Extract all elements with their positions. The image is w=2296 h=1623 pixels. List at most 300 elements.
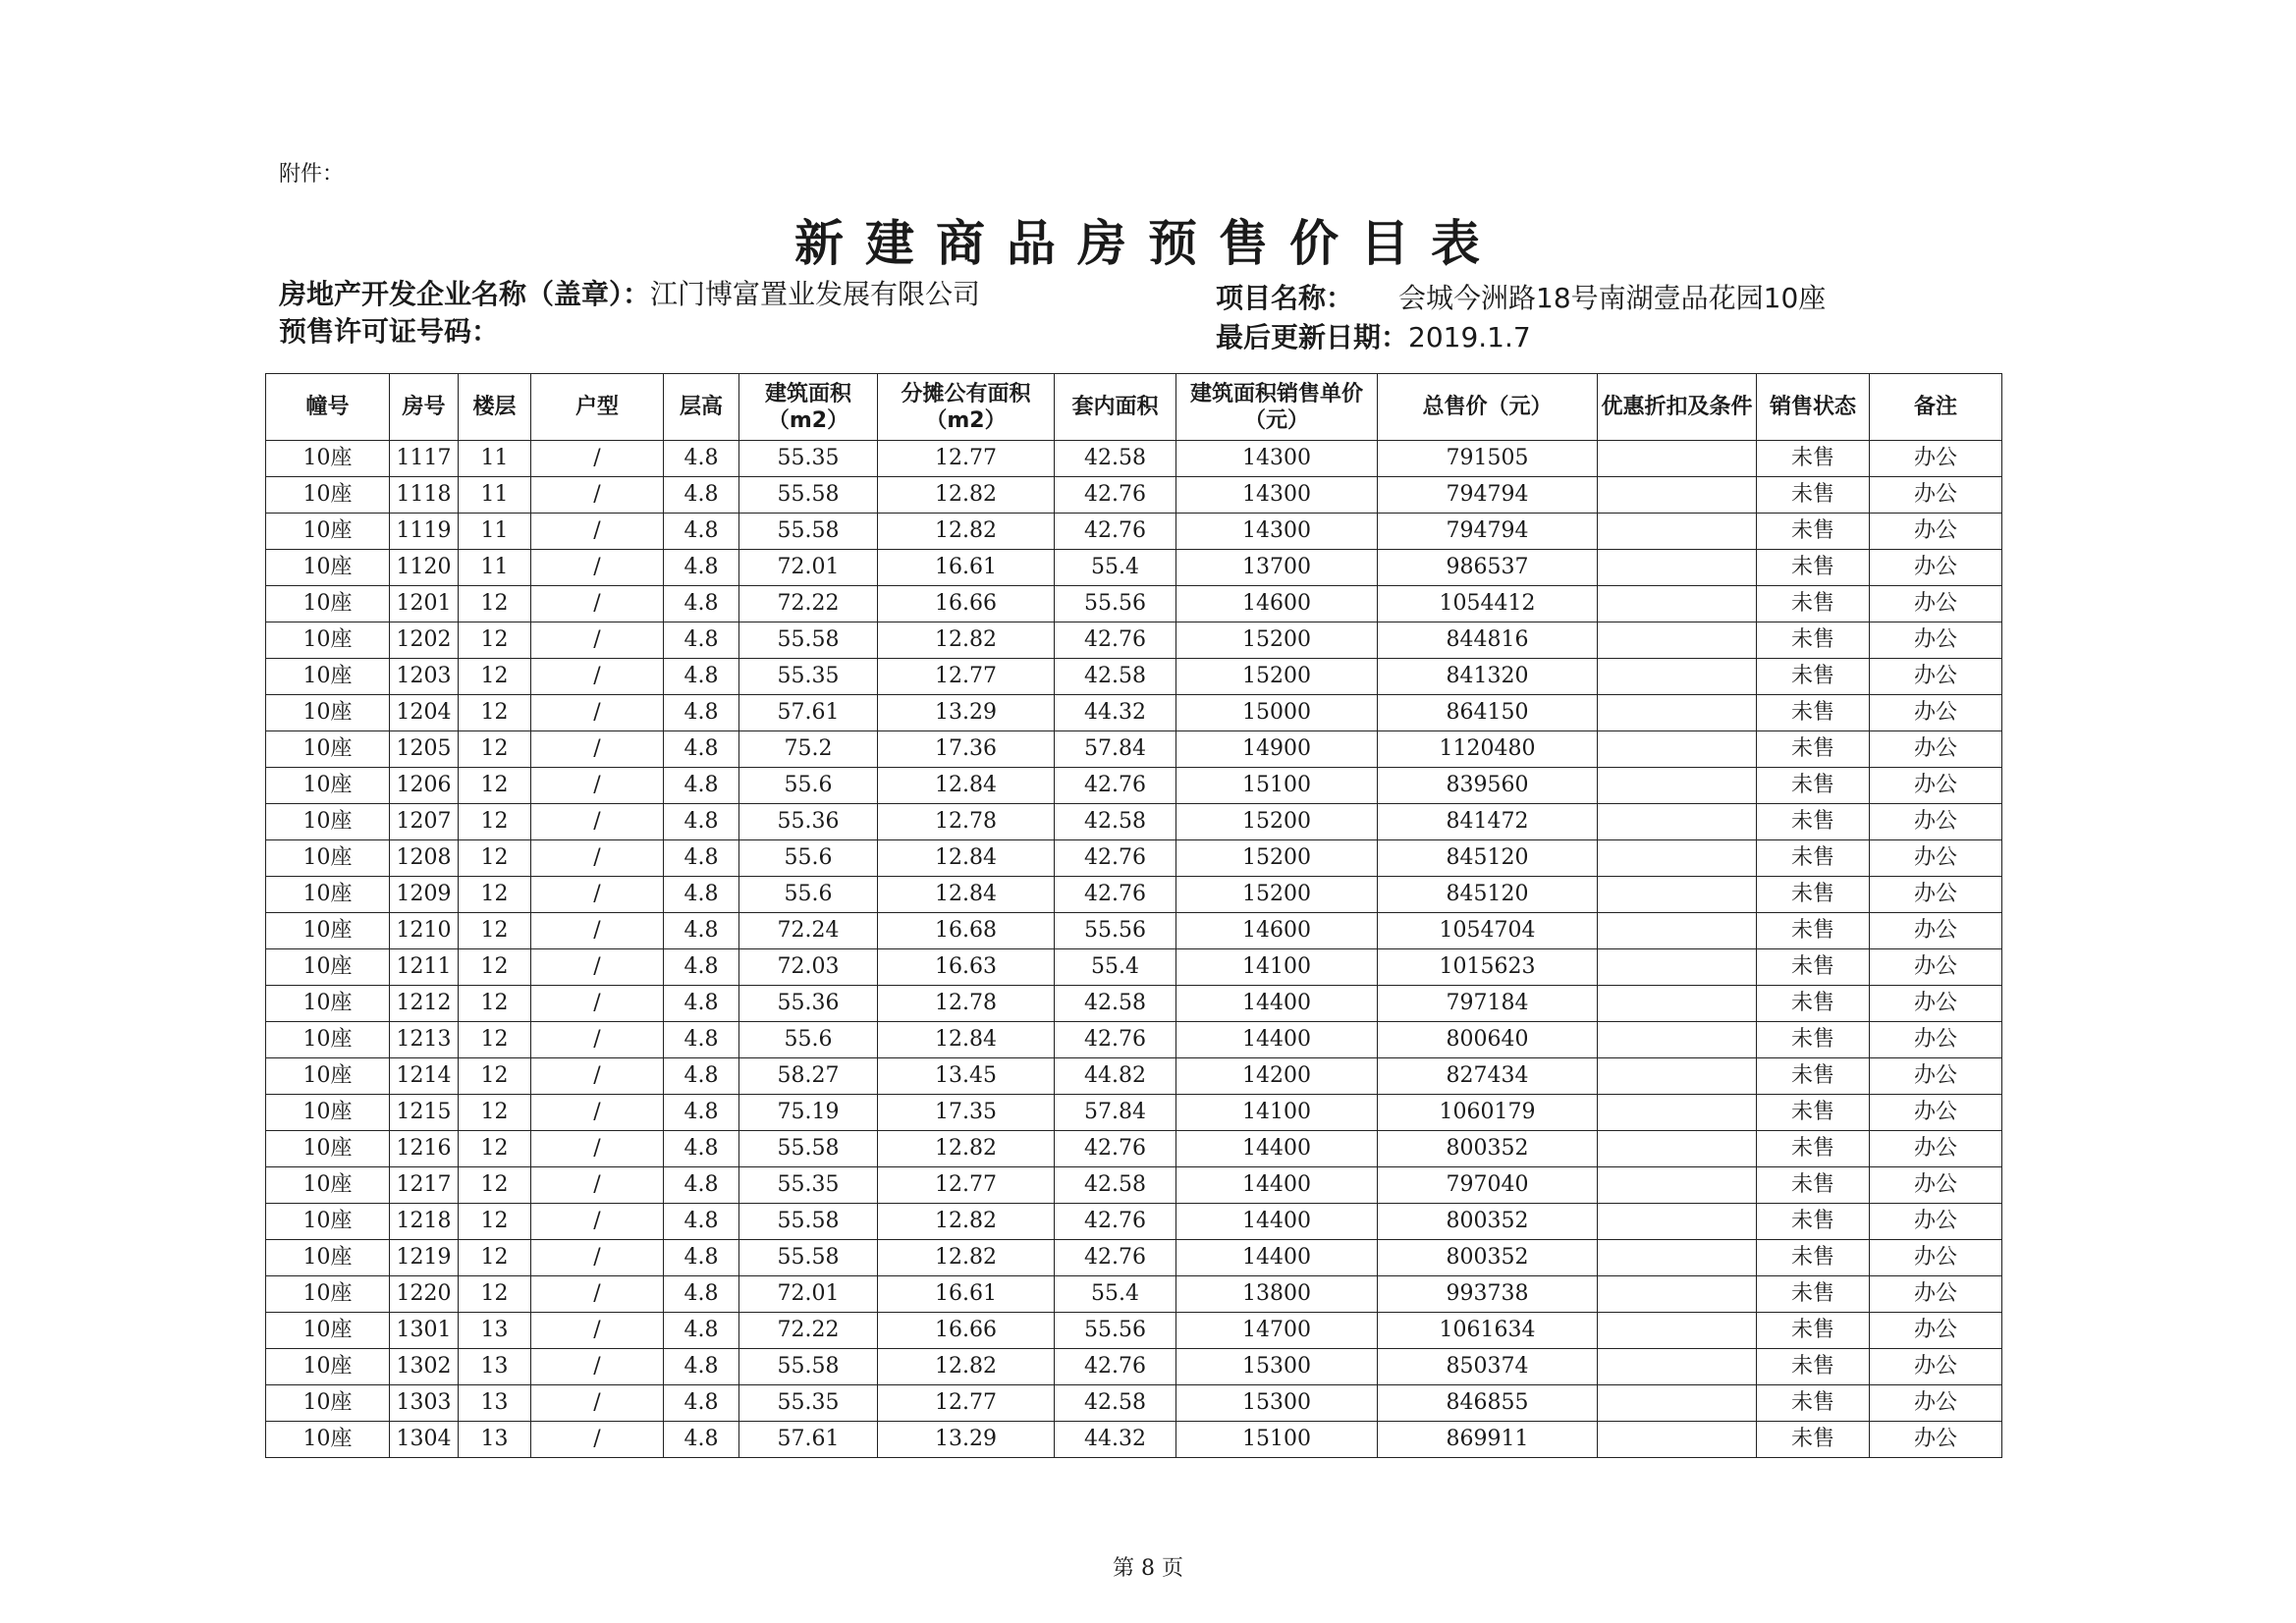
cell-discount	[1598, 1276, 1757, 1313]
project-label: 项目名称：	[1216, 282, 1354, 314]
cell-room: 1206	[390, 768, 459, 804]
cell-remarks: 办公	[1870, 441, 2002, 477]
table-row	[266, 913, 2002, 949]
table-row	[266, 1422, 2002, 1458]
cell-remarks: 办公	[1870, 840, 2002, 877]
page-number: 第 8 页	[1113, 1556, 1183, 1581]
cell-shared-area: 12.77	[878, 1167, 1055, 1204]
cell-building: 10座	[266, 659, 390, 695]
cell-building: 10座	[266, 804, 390, 840]
cell-floor-height: 4.8	[664, 1240, 739, 1276]
cell-unit-type: /	[531, 986, 664, 1022]
cell-unit-price: 14600	[1176, 586, 1378, 622]
table-row	[266, 1131, 2002, 1167]
col-header-discount: 优惠折扣及条件	[1598, 374, 1757, 441]
col-header-building: 幢号	[266, 374, 390, 441]
cell-total-price: 794794	[1378, 514, 1598, 550]
cell-floor: 13	[459, 1385, 531, 1422]
cell-remarks: 办公	[1870, 986, 2002, 1022]
cell-total-price: 850374	[1378, 1349, 1598, 1385]
cell-shared-area: 12.84	[878, 840, 1055, 877]
cell-building-area: 75.2	[739, 731, 878, 768]
cell-building: 10座	[266, 1313, 390, 1349]
cell-floor: 12	[459, 586, 531, 622]
col-header-floor: 楼层	[459, 374, 531, 441]
cell-inner-area: 42.58	[1055, 1167, 1176, 1204]
cell-floor-height: 4.8	[664, 477, 739, 514]
cell-shared-area: 12.84	[878, 1022, 1055, 1058]
cell-discount	[1598, 877, 1757, 913]
cell-room: 1304	[390, 1422, 459, 1458]
project-line	[1216, 277, 1826, 316]
cell-total-price: 845120	[1378, 877, 1598, 913]
table-row	[266, 1167, 2002, 1204]
cell-floor: 12	[459, 840, 531, 877]
cell-floor: 12	[459, 877, 531, 913]
cell-shared-area: 12.82	[878, 1204, 1055, 1240]
cell-total-price: 1054704	[1378, 913, 1598, 949]
cell-room: 1118	[390, 477, 459, 514]
cell-floor: 12	[459, 1131, 531, 1167]
cell-building-area: 72.03	[739, 949, 878, 986]
cell-floor-height: 4.8	[664, 1385, 739, 1422]
cell-unit-type: /	[531, 1313, 664, 1349]
cell-discount	[1598, 514, 1757, 550]
cell-shared-area: 12.84	[878, 877, 1055, 913]
cell-unit-type: /	[531, 1058, 664, 1095]
cell-discount	[1598, 659, 1757, 695]
cell-remarks: 办公	[1870, 659, 2002, 695]
cell-unit-price: 13700	[1176, 550, 1378, 586]
cell-floor: 12	[459, 913, 531, 949]
cell-sale-status: 未售	[1757, 1131, 1870, 1167]
cell-building-area: 55.36	[739, 986, 878, 1022]
cell-remarks: 办公	[1870, 1240, 2002, 1276]
cell-room: 1210	[390, 913, 459, 949]
table-row	[266, 731, 2002, 768]
cell-floor-height: 4.8	[664, 514, 739, 550]
cell-total-price: 846855	[1378, 1385, 1598, 1422]
cell-floor: 12	[459, 1022, 531, 1058]
cell-remarks: 办公	[1870, 804, 2002, 840]
cell-building: 10座	[266, 913, 390, 949]
cell-unit-price: 15200	[1176, 622, 1378, 659]
cell-building: 10座	[266, 986, 390, 1022]
cell-total-price: 864150	[1378, 695, 1598, 731]
cell-floor-height: 4.8	[664, 1058, 739, 1095]
cell-sale-status: 未售	[1757, 1422, 1870, 1458]
cell-inner-area: 55.56	[1055, 913, 1176, 949]
cell-unit-type: /	[531, 731, 664, 768]
cell-room: 1220	[390, 1276, 459, 1313]
cell-floor: 11	[459, 514, 531, 550]
cell-sale-status: 未售	[1757, 1022, 1870, 1058]
cell-unit-price: 14400	[1176, 1204, 1378, 1240]
cell-total-price: 827434	[1378, 1058, 1598, 1095]
table-row	[266, 1240, 2002, 1276]
cell-remarks: 办公	[1870, 586, 2002, 622]
cell-unit-type: /	[531, 1167, 664, 1204]
cell-building: 10座	[266, 1276, 390, 1313]
cell-shared-area: 12.84	[878, 768, 1055, 804]
cell-building: 10座	[266, 1095, 390, 1131]
cell-inner-area: 42.58	[1055, 659, 1176, 695]
cell-floor-height: 4.8	[664, 441, 739, 477]
cell-total-price: 1060179	[1378, 1095, 1598, 1131]
cell-building: 10座	[266, 877, 390, 913]
cell-unit-price: 15100	[1176, 768, 1378, 804]
cell-room: 1302	[390, 1349, 459, 1385]
cell-building: 10座	[266, 840, 390, 877]
cell-shared-area: 12.82	[878, 477, 1055, 514]
cell-shared-area: 16.61	[878, 550, 1055, 586]
cell-floor: 12	[459, 1204, 531, 1240]
cell-building-area: 55.58	[739, 1349, 878, 1385]
cell-unit-price: 14400	[1176, 1022, 1378, 1058]
cell-room: 1119	[390, 514, 459, 550]
cell-shared-area: 12.82	[878, 622, 1055, 659]
cell-shared-area: 12.77	[878, 441, 1055, 477]
cell-room: 1201	[390, 586, 459, 622]
cell-total-price: 1061634	[1378, 1313, 1598, 1349]
cell-floor: 13	[459, 1313, 531, 1349]
cell-room: 1211	[390, 949, 459, 986]
project-name: 会城今洲路18号南湖壹品花园10座	[1398, 282, 1827, 314]
cell-unit-price: 14400	[1176, 1240, 1378, 1276]
cell-unit-price: 15300	[1176, 1349, 1378, 1385]
cell-room: 1215	[390, 1095, 459, 1131]
cell-sale-status: 未售	[1757, 1276, 1870, 1313]
cell-inner-area: 42.76	[1055, 1131, 1176, 1167]
cell-total-price: 794794	[1378, 477, 1598, 514]
cell-discount	[1598, 1022, 1757, 1058]
cell-building-area: 55.58	[739, 1240, 878, 1276]
cell-inner-area: 55.4	[1055, 949, 1176, 986]
cell-building: 10座	[266, 550, 390, 586]
table-row	[266, 659, 2002, 695]
cell-total-price: 1054412	[1378, 586, 1598, 622]
cell-unit-type: /	[531, 695, 664, 731]
cell-building-area: 72.22	[739, 1313, 878, 1349]
cell-shared-area: 16.61	[878, 1276, 1055, 1313]
cell-building-area: 55.6	[739, 1022, 878, 1058]
cell-remarks: 办公	[1870, 1313, 2002, 1349]
cell-sale-status: 未售	[1757, 659, 1870, 695]
cell-total-price: 844816	[1378, 622, 1598, 659]
cell-total-price: 800352	[1378, 1240, 1598, 1276]
cell-total-price: 845120	[1378, 840, 1598, 877]
cell-remarks: 办公	[1870, 1204, 2002, 1240]
cell-discount	[1598, 1240, 1757, 1276]
cell-discount	[1598, 768, 1757, 804]
cell-building: 10座	[266, 514, 390, 550]
updated-label: 最后更新日期：	[1216, 321, 1409, 353]
cell-remarks: 办公	[1870, 695, 2002, 731]
cell-building-area: 55.58	[739, 622, 878, 659]
cell-unit-price: 15200	[1176, 877, 1378, 913]
cell-floor-height: 4.8	[664, 949, 739, 986]
cell-shared-area: 12.77	[878, 1385, 1055, 1422]
cell-building-area: 55.58	[739, 1204, 878, 1240]
table-row	[266, 804, 2002, 840]
cell-floor: 12	[459, 1276, 531, 1313]
cell-room: 1202	[390, 622, 459, 659]
cell-building: 10座	[266, 1167, 390, 1204]
cell-inner-area: 42.76	[1055, 877, 1176, 913]
cell-unit-type: /	[531, 1204, 664, 1240]
cell-floor-height: 4.8	[664, 913, 739, 949]
cell-sale-status: 未售	[1757, 913, 1870, 949]
cell-inner-area: 42.76	[1055, 514, 1176, 550]
cell-discount	[1598, 1385, 1757, 1422]
cell-floor: 12	[459, 1058, 531, 1095]
col-header-remarks: 备注	[1870, 374, 2002, 441]
cell-remarks: 办公	[1870, 1167, 2002, 1204]
cell-shared-area: 12.78	[878, 804, 1055, 840]
cell-inner-area: 44.82	[1055, 1058, 1176, 1095]
cell-total-price: 986537	[1378, 550, 1598, 586]
cell-unit-price: 14400	[1176, 1131, 1378, 1167]
cell-inner-area: 42.58	[1055, 986, 1176, 1022]
cell-discount	[1598, 1167, 1757, 1204]
cell-sale-status: 未售	[1757, 1349, 1870, 1385]
cell-building-area: 55.58	[739, 477, 878, 514]
col-header-shared-area: 分摊公有面积（m2）	[878, 374, 1055, 441]
cell-unit-price: 14100	[1176, 1095, 1378, 1131]
cell-remarks: 办公	[1870, 622, 2002, 659]
col-header-total-price: 总售价（元）	[1378, 374, 1598, 441]
cell-remarks: 办公	[1870, 550, 2002, 586]
cell-building-area: 55.35	[739, 1167, 878, 1204]
cell-floor-height: 4.8	[664, 1167, 739, 1204]
cell-discount	[1598, 1058, 1757, 1095]
cell-sale-status: 未售	[1757, 695, 1870, 731]
cell-room: 1212	[390, 986, 459, 1022]
cell-shared-area: 12.82	[878, 514, 1055, 550]
cell-floor: 11	[459, 550, 531, 586]
cell-total-price: 869911	[1378, 1422, 1598, 1458]
col-header-unit-price: 建筑面积销售单价（元）	[1176, 374, 1378, 441]
cell-sale-status: 未售	[1757, 731, 1870, 768]
cell-building-area: 55.35	[739, 1385, 878, 1422]
table-row	[266, 550, 2002, 586]
cell-unit-price: 14300	[1176, 514, 1378, 550]
cell-building: 10座	[266, 1422, 390, 1458]
cell-floor-height: 4.8	[664, 622, 739, 659]
cell-discount	[1598, 550, 1757, 586]
cell-remarks: 办公	[1870, 913, 2002, 949]
cell-unit-price: 15000	[1176, 695, 1378, 731]
cell-discount	[1598, 913, 1757, 949]
cell-inner-area: 42.76	[1055, 1240, 1176, 1276]
cell-inner-area: 42.76	[1055, 1349, 1176, 1385]
cell-floor: 12	[459, 622, 531, 659]
table-row	[266, 1022, 2002, 1058]
cell-floor: 12	[459, 949, 531, 986]
cell-remarks: 办公	[1870, 1095, 2002, 1131]
cell-unit-price: 14900	[1176, 731, 1378, 768]
cell-inner-area: 42.76	[1055, 840, 1176, 877]
cell-unit-price: 14700	[1176, 1313, 1378, 1349]
price-table	[265, 373, 2002, 1458]
cell-discount	[1598, 986, 1757, 1022]
cell-unit-type: /	[531, 441, 664, 477]
cell-building-area: 55.6	[739, 840, 878, 877]
cell-shared-area: 12.82	[878, 1240, 1055, 1276]
cell-unit-type: /	[531, 768, 664, 804]
cell-total-price: 800352	[1378, 1204, 1598, 1240]
cell-shared-area: 13.29	[878, 695, 1055, 731]
cell-room: 1208	[390, 840, 459, 877]
cell-room: 1218	[390, 1204, 459, 1240]
cell-sale-status: 未售	[1757, 477, 1870, 514]
col-header-inner-area: 套内面积	[1055, 374, 1176, 441]
cell-remarks: 办公	[1870, 949, 2002, 986]
cell-discount	[1598, 622, 1757, 659]
cell-floor-height: 4.8	[664, 986, 739, 1022]
table-row	[266, 441, 2002, 477]
cell-unit-price: 15200	[1176, 840, 1378, 877]
cell-unit-type: /	[531, 477, 664, 514]
cell-discount	[1598, 1095, 1757, 1131]
cell-room: 1209	[390, 877, 459, 913]
col-header-building-area: 建筑面积（m2）	[739, 374, 878, 441]
cell-floor: 12	[459, 731, 531, 768]
table-row	[266, 1349, 2002, 1385]
cell-remarks: 办公	[1870, 1422, 2002, 1458]
table-row	[266, 949, 2002, 986]
col-header-room: 房号	[390, 374, 459, 441]
cell-unit-price: 14400	[1176, 1167, 1378, 1204]
cell-total-price: 791505	[1378, 441, 1598, 477]
cell-sale-status: 未售	[1757, 1385, 1870, 1422]
cell-floor-height: 4.8	[664, 804, 739, 840]
cell-floor-height: 4.8	[664, 877, 739, 913]
cell-unit-price: 14300	[1176, 441, 1378, 477]
cell-unit-type: /	[531, 804, 664, 840]
cell-floor: 13	[459, 1349, 531, 1385]
developer-name: 江门博富置业发展有限公司	[650, 278, 981, 310]
cell-building: 10座	[266, 1240, 390, 1276]
table-header-row	[266, 374, 2002, 441]
cell-unit-type: /	[531, 1131, 664, 1167]
cell-shared-area: 16.66	[878, 1313, 1055, 1349]
developer-line	[279, 273, 980, 312]
cell-discount	[1598, 1422, 1757, 1458]
cell-building-area: 72.01	[739, 550, 878, 586]
cell-discount	[1598, 695, 1757, 731]
cell-unit-price: 14600	[1176, 913, 1378, 949]
col-header-sale-status: 销售状态	[1757, 374, 1870, 441]
table-row	[266, 622, 2002, 659]
cell-discount	[1598, 949, 1757, 986]
cell-building-area: 72.24	[739, 913, 878, 949]
cell-floor-height: 4.8	[664, 1276, 739, 1313]
cell-inner-area: 44.32	[1055, 695, 1176, 731]
cell-building-area: 55.6	[739, 768, 878, 804]
cell-building-area: 55.58	[739, 514, 878, 550]
cell-unit-type: /	[531, 949, 664, 986]
cell-shared-area: 13.45	[878, 1058, 1055, 1095]
cell-sale-status: 未售	[1757, 1058, 1870, 1095]
cell-floor: 12	[459, 804, 531, 840]
cell-building: 10座	[266, 622, 390, 659]
cell-building: 10座	[266, 477, 390, 514]
cell-building: 10座	[266, 731, 390, 768]
cell-room: 1217	[390, 1167, 459, 1204]
cell-floor: 12	[459, 659, 531, 695]
cell-building-area: 72.22	[739, 586, 878, 622]
cell-unit-type: /	[531, 1385, 664, 1422]
cell-shared-area: 12.77	[878, 659, 1055, 695]
cell-inner-area: 42.58	[1055, 441, 1176, 477]
cell-room: 1207	[390, 804, 459, 840]
col-header-floor-height: 层高	[664, 374, 739, 441]
cell-inner-area: 44.32	[1055, 1422, 1176, 1458]
cell-floor-height: 4.8	[664, 840, 739, 877]
cell-unit-type: /	[531, 877, 664, 913]
cell-remarks: 办公	[1870, 1058, 2002, 1095]
cell-floor-height: 4.8	[664, 1422, 739, 1458]
cell-total-price: 993738	[1378, 1276, 1598, 1313]
cell-shared-area: 16.63	[878, 949, 1055, 986]
cell-room: 1117	[390, 441, 459, 477]
cell-building-area: 55.58	[739, 1131, 878, 1167]
cell-total-price: 797184	[1378, 986, 1598, 1022]
cell-inner-area: 57.84	[1055, 1095, 1176, 1131]
cell-remarks: 办公	[1870, 1349, 2002, 1385]
cell-remarks: 办公	[1870, 877, 2002, 913]
cell-discount	[1598, 477, 1757, 514]
cell-unit-type: /	[531, 1349, 664, 1385]
cell-remarks: 办公	[1870, 1022, 2002, 1058]
table-row	[266, 477, 2002, 514]
cell-floor: 12	[459, 1167, 531, 1204]
cell-unit-type: /	[531, 1240, 664, 1276]
cell-room: 1203	[390, 659, 459, 695]
cell-total-price: 841320	[1378, 659, 1598, 695]
cell-shared-area: 12.78	[878, 986, 1055, 1022]
attachment-label: 附件：	[279, 162, 345, 187]
cell-inner-area: 55.4	[1055, 1276, 1176, 1313]
cell-inner-area: 42.76	[1055, 1022, 1176, 1058]
cell-building: 10座	[266, 949, 390, 986]
cell-unit-type: /	[531, 840, 664, 877]
cell-inner-area: 57.84	[1055, 731, 1176, 768]
cell-discount	[1598, 1131, 1757, 1167]
cell-floor-height: 4.8	[664, 659, 739, 695]
table-row	[266, 586, 2002, 622]
table-row	[266, 768, 2002, 804]
cell-building-area: 55.36	[739, 804, 878, 840]
cell-unit-price: 14300	[1176, 477, 1378, 514]
cell-unit-type: /	[531, 550, 664, 586]
cell-building-area: 75.19	[739, 1095, 878, 1131]
cell-inner-area: 42.58	[1055, 804, 1176, 840]
cell-discount	[1598, 1313, 1757, 1349]
permit-line	[279, 310, 499, 350]
cell-remarks: 办公	[1870, 1131, 2002, 1167]
cell-room: 1303	[390, 1385, 459, 1422]
cell-sale-status: 未售	[1757, 768, 1870, 804]
cell-floor-height: 4.8	[664, 550, 739, 586]
cell-sale-status: 未售	[1757, 804, 1870, 840]
table-row	[266, 1276, 2002, 1313]
table-row	[266, 1095, 2002, 1131]
cell-shared-area: 12.82	[878, 1131, 1055, 1167]
cell-shared-area: 16.66	[878, 586, 1055, 622]
cell-floor: 11	[459, 441, 531, 477]
